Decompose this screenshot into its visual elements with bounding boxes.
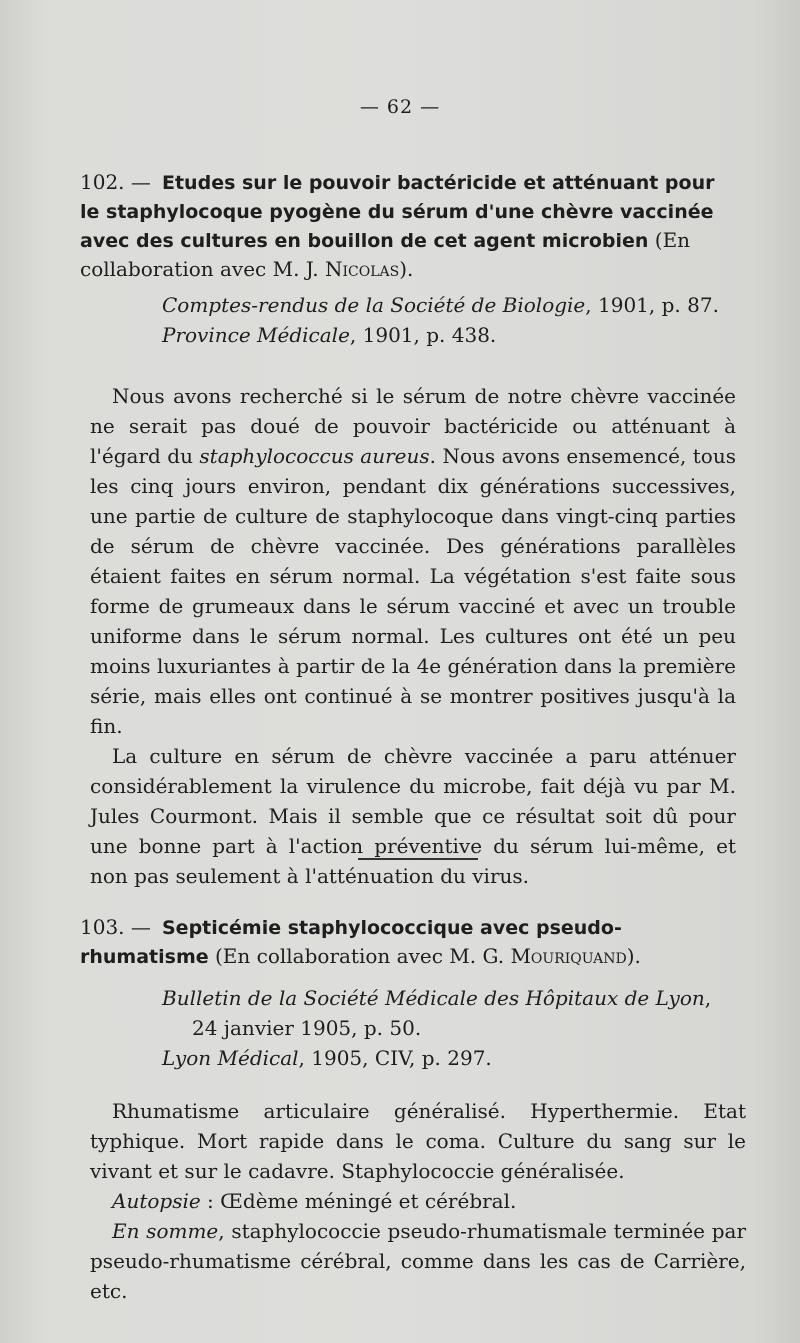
- reference-line: Province Médicale, 1901, p. 438.: [162, 323, 497, 347]
- entry-102-references: [162, 290, 752, 350]
- entry-102-collaboration: (En collaboration avec M. J. Nicolas).: [80, 228, 691, 281]
- entry-102-title: Etudes sur le pouvoir bactéricide et atténuant pour le staphylocoque pyogène du sérum d'une chèvre vaccinée avec des cultures en bouillon de cet agent microbien: [80, 172, 715, 252]
- paragraph: La culture en sérum de chèvre vaccinée a paru atténuer considérablement la virulence du microbe, fait déjà vu par M. Jules Courmont. Mais il semble que ce résultat soit dû pour une bonne part à l'action préventive du sérum lui-même, et non pas seulement à l'atténuation du virus.: [90, 744, 736, 888]
- section-divider: [358, 858, 478, 860]
- reference-line: Bulletin de la Société Médicale des Hôpitaux de Lyon,: [162, 986, 712, 1010]
- reference-line: 24 janvier 1905, p. 50.: [192, 1016, 422, 1040]
- entry-103-heading: [80, 913, 740, 971]
- paragraph: En somme, staphylococcie pseudo-rhumatismale terminée par pseudo-rhumatisme cérébral, comme dans les cas de Carrière, etc.: [90, 1219, 746, 1303]
- entry-102-heading: [80, 168, 740, 283]
- entry-103-body: [90, 1096, 746, 1306]
- reference-line: Comptes-rendus de la Société de Biologie, 1901, p. 87.: [162, 293, 719, 317]
- entry-102-number: 102. —: [80, 170, 151, 194]
- entry-102-body: [90, 381, 736, 891]
- page-number: — 62 —: [359, 96, 441, 118]
- reference-line: Lyon Médical, 1905, CIV, p. 297.: [162, 1046, 492, 1070]
- entry-103-collaboration: (En collaboration avec M. G. Mouriquand).: [215, 944, 641, 968]
- paragraph: Nous avons recherché si le sérum de notre chèvre vaccinée ne serait pas doué de pouvoir bactéricide ou atténuant à l'égard du staphylococcus aureus. Nous avons ensemencé, tous les cinq jours environ, pendant dix générations successives, une partie de culture de staphylocoque dans vingt-cinq parties de sérum de chèvre vaccinée. Des générations parallèles étaient faites en sérum normal. La végétation s'est faite sous forme de grumeaux dans le sérum vacciné et avec un trouble uniforme dans le sérum normal. Les cultures ont été un peu moins luxuriantes à partir de la 4e génération dans la première série, mais elles ont continué à se montrer positives jusqu'à la fin.: [90, 384, 736, 738]
- entry-103-references: [162, 983, 752, 1073]
- paragraph: Rhumatisme articulaire généralisé. Hyperthermie. Etat typhique. Mort rapide dans le coma. Culture du sang sur le vivant et sur le cadavre. Staphylococcie généralisée.: [90, 1099, 746, 1183]
- paragraph: Autopsie : Œdème méningé et cérébral.: [112, 1189, 517, 1213]
- entry-103-title: Septicémie staphylococcique avec pseudo-rhumatisme: [80, 917, 622, 968]
- entry-103-number: 103. —: [80, 915, 151, 939]
